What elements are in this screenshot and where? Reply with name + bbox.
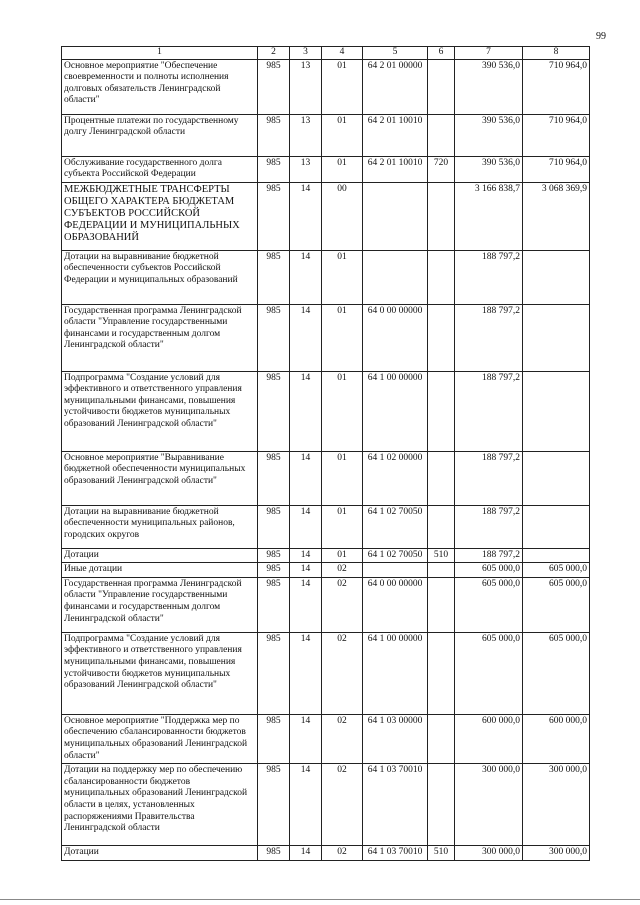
amount-year1-cell: 300 000,0 [455,764,523,846]
amount-year1-cell: 300 000,0 [455,846,523,861]
target-article-cell [363,182,428,250]
ministry-code-cell: 985 [258,156,290,182]
expense-type-cell [428,632,455,714]
expense-type-cell: 510 [428,846,455,861]
amount-year2-cell [523,371,590,451]
column-header-5: 5 [363,47,428,60]
expense-type-cell [428,371,455,451]
expense-type-cell [428,577,455,632]
table-row [62,304,590,371]
target-article-cell: 64 1 02 00000 [363,451,428,505]
table-row [62,451,590,505]
subsection-code-cell: 01 [322,451,363,505]
section-code-cell: 14 [290,451,322,505]
row-name-cell: Дотации на выравнивание бюджетной обеспеченности муниципальных районов, городских округов [62,505,258,548]
expense-type-cell [428,250,455,304]
row-name-cell: Процентные платежи по государственному долгу Ленинградской области [62,114,258,156]
ministry-code-cell: 985 [258,304,290,371]
page-number: 99 [596,31,606,42]
expense-type-cell [428,505,455,548]
amount-year2-cell: 3 068 369,9 [523,182,590,250]
ministry-code-cell: 985 [258,505,290,548]
section-code-cell: 14 [290,505,322,548]
subsection-code-cell: 02 [322,632,363,714]
subsection-code-cell: 00 [322,182,363,250]
subsection-code-cell: 01 [322,59,363,114]
expense-type-cell [428,451,455,505]
ministry-code-cell: 985 [258,563,290,578]
row-name-cell: Дотации [62,548,258,563]
table-row [62,156,590,182]
section-code-cell: 14 [290,548,322,563]
amount-year1-cell: 188 797,2 [455,548,523,563]
ministry-code-cell: 985 [258,59,290,114]
ministry-code-cell: 985 [258,764,290,846]
row-name-cell: Дотации [62,846,258,861]
budget-table [61,46,590,861]
target-article-cell: 64 2 01 10010 [363,156,428,182]
row-name-cell: Государственная программа Ленинградской области "Управление государственными финансами и государственным долгом Ленинградской области" [62,577,258,632]
subsection-code-cell: 01 [322,505,363,548]
amount-year2-cell [523,548,590,563]
amount-year2-cell: 600 000,0 [523,714,590,763]
amount-year1-cell: 600 000,0 [455,714,523,763]
amount-year2-cell: 710 964,0 [523,156,590,182]
subsection-code-cell: 01 [322,548,363,563]
subsection-code-cell: 02 [322,577,363,632]
table-row [62,846,590,861]
target-article-cell: 64 1 02 70050 [363,505,428,548]
expense-type-cell [428,59,455,114]
table-row [62,563,590,578]
ministry-code-cell: 985 [258,548,290,563]
expense-type-cell: 510 [428,548,455,563]
subsection-code-cell: 01 [322,371,363,451]
amount-year2-cell: 605 000,0 [523,563,590,578]
ministry-code-cell: 985 [258,114,290,156]
amount-year2-cell: 605 000,0 [523,577,590,632]
amount-year2-cell: 300 000,0 [523,764,590,846]
subsection-code-cell: 02 [322,764,363,846]
amount-year1-cell: 188 797,2 [455,250,523,304]
amount-year2-cell: 605 000,0 [523,632,590,714]
amount-year1-cell: 390 536,0 [455,59,523,114]
amount-year1-cell: 188 797,2 [455,304,523,371]
amount-year2-cell [523,250,590,304]
column-header-7: 7 [455,47,523,60]
section-code-cell: 14 [290,846,322,861]
expense-type-cell [428,114,455,156]
target-article-cell: 64 1 00 00000 [363,632,428,714]
table-row [62,250,590,304]
target-article-cell: 64 1 03 70010 [363,764,428,846]
amount-year1-cell: 390 536,0 [455,114,523,156]
target-article-cell: 64 0 00 00000 [363,304,428,371]
row-name-cell: Основное мероприятие "Обеспечение своевременности и полноты исполнения долговых обязательств Ленинградской области" [62,59,258,114]
column-header-4: 4 [322,47,363,60]
target-article-cell: 64 1 03 70010 [363,846,428,861]
target-article-cell: 64 1 00 00000 [363,371,428,451]
amount-year1-cell: 605 000,0 [455,577,523,632]
expense-type-cell: 720 [428,156,455,182]
section-code-cell: 14 [290,714,322,763]
section-code-cell: 14 [290,371,322,451]
section-code-cell: 14 [290,764,322,846]
table-body [62,59,590,860]
amount-year2-cell [523,451,590,505]
row-name-cell: Дотации на выравнивание бюджетной обеспеченности субъектов Российской Федерации и муниципальных образований [62,250,258,304]
section-code-cell: 14 [290,304,322,371]
table-row [62,59,590,114]
target-article-cell [363,563,428,578]
amount-year1-cell: 605 000,0 [455,563,523,578]
amount-year2-cell: 300 000,0 [523,846,590,861]
amount-year1-cell: 605 000,0 [455,632,523,714]
expense-type-cell [428,764,455,846]
column-header-2: 2 [258,47,290,60]
section-code-cell: 13 [290,59,322,114]
row-name-cell: Государственная программа Ленинградской области "Управление государственными финансами и государственным долгом Ленинградской области" [62,304,258,371]
target-article-cell: 64 0 00 00000 [363,577,428,632]
section-code-cell: 14 [290,182,322,250]
section-code-cell: 14 [290,250,322,304]
ministry-code-cell: 985 [258,182,290,250]
table-row [62,505,590,548]
amount-year1-cell: 188 797,2 [455,451,523,505]
table-row [62,577,590,632]
row-name-cell: Основное мероприятие "Поддержка мер по обеспечению сбалансированности бюджетов муниципальных образований Ленинградской области" [62,714,258,763]
table-row [62,548,590,563]
amount-year1-cell: 3 166 838,7 [455,182,523,250]
ministry-code-cell: 985 [258,632,290,714]
amount-year1-cell: 188 797,2 [455,505,523,548]
amount-year1-cell: 390 536,0 [455,156,523,182]
amount-year2-cell [523,304,590,371]
target-article-cell [363,250,428,304]
target-article-cell: 64 2 01 00000 [363,59,428,114]
table-row [62,714,590,763]
column-header-1: 1 [62,47,258,60]
ministry-code-cell: 985 [258,846,290,861]
table-row [62,764,590,846]
subsection-code-cell: 01 [322,156,363,182]
row-name-cell: Основное мероприятие "Выравнивание бюджетной обеспеченности муниципальных образований Ленинградской области" [62,451,258,505]
ministry-code-cell: 985 [258,714,290,763]
row-name-cell: Дотации на поддержку мер по обеспечению сбалансированности бюджетов муниципальных образований Ленинградской области в целях, установленных распоряжениями Правительства Ленинградской области [62,764,258,846]
subsection-code-cell: 02 [322,563,363,578]
row-name-cell: Подпрограмма "Создание условий для эффективного и ответственного управления муниципальными финансами, повышения устойчивости бюджетов муниципальных образований Ленинградской области" [62,632,258,714]
amount-year2-cell: 710 964,0 [523,114,590,156]
table-row [62,182,590,250]
row-name-cell: Обслуживание государственного долга субъекта Российской Федерации [62,156,258,182]
column-header-6: 6 [428,47,455,60]
target-article-cell: 64 1 03 00000 [363,714,428,763]
section-code-cell: 13 [290,156,322,182]
amount-year2-cell [523,505,590,548]
target-article-cell: 64 2 01 10010 [363,114,428,156]
ministry-code-cell: 985 [258,250,290,304]
table-row [62,371,590,451]
column-header-8: 8 [523,47,590,60]
expense-type-cell [428,304,455,371]
amount-year1-cell: 188 797,2 [455,371,523,451]
row-name-cell: Подпрограмма "Создание условий для эффективного и ответственного управления муниципальными финансами, повышения устойчивости бюджетов муниципальных образований Ленинградской области" [62,371,258,451]
expense-type-cell [428,182,455,250]
subsection-code-cell: 02 [322,846,363,861]
ministry-code-cell: 985 [258,371,290,451]
table-row [62,632,590,714]
section-code-cell: 14 [290,563,322,578]
row-name-cell: МЕЖБЮДЖЕТНЫЕ ТРАНСФЕРТЫ ОБЩЕГО ХАРАКТЕРА БЮДЖЕТАМ СУБЪЕКТОВ РОССИЙСКОЙ ФЕДЕРАЦИИ И МУНИЦИПАЛЬНЫХ ОБРАЗОВАНИЙ [62,182,258,250]
section-code-cell: 13 [290,114,322,156]
expense-type-cell [428,563,455,578]
ministry-code-cell: 985 [258,451,290,505]
table-row [62,114,590,156]
section-code-cell: 14 [290,577,322,632]
subsection-code-cell: 02 [322,714,363,763]
section-code-cell: 14 [290,632,322,714]
ministry-code-cell: 985 [258,577,290,632]
expense-type-cell [428,714,455,763]
column-header-3: 3 [290,47,322,60]
subsection-code-cell: 01 [322,250,363,304]
row-name-cell: Иные дотации [62,563,258,578]
amount-year2-cell: 710 964,0 [523,59,590,114]
subsection-code-cell: 01 [322,114,363,156]
target-article-cell: 64 1 02 70050 [363,548,428,563]
subsection-code-cell: 01 [322,304,363,371]
table-header-row [62,47,590,60]
page-edge-line [0,899,640,900]
